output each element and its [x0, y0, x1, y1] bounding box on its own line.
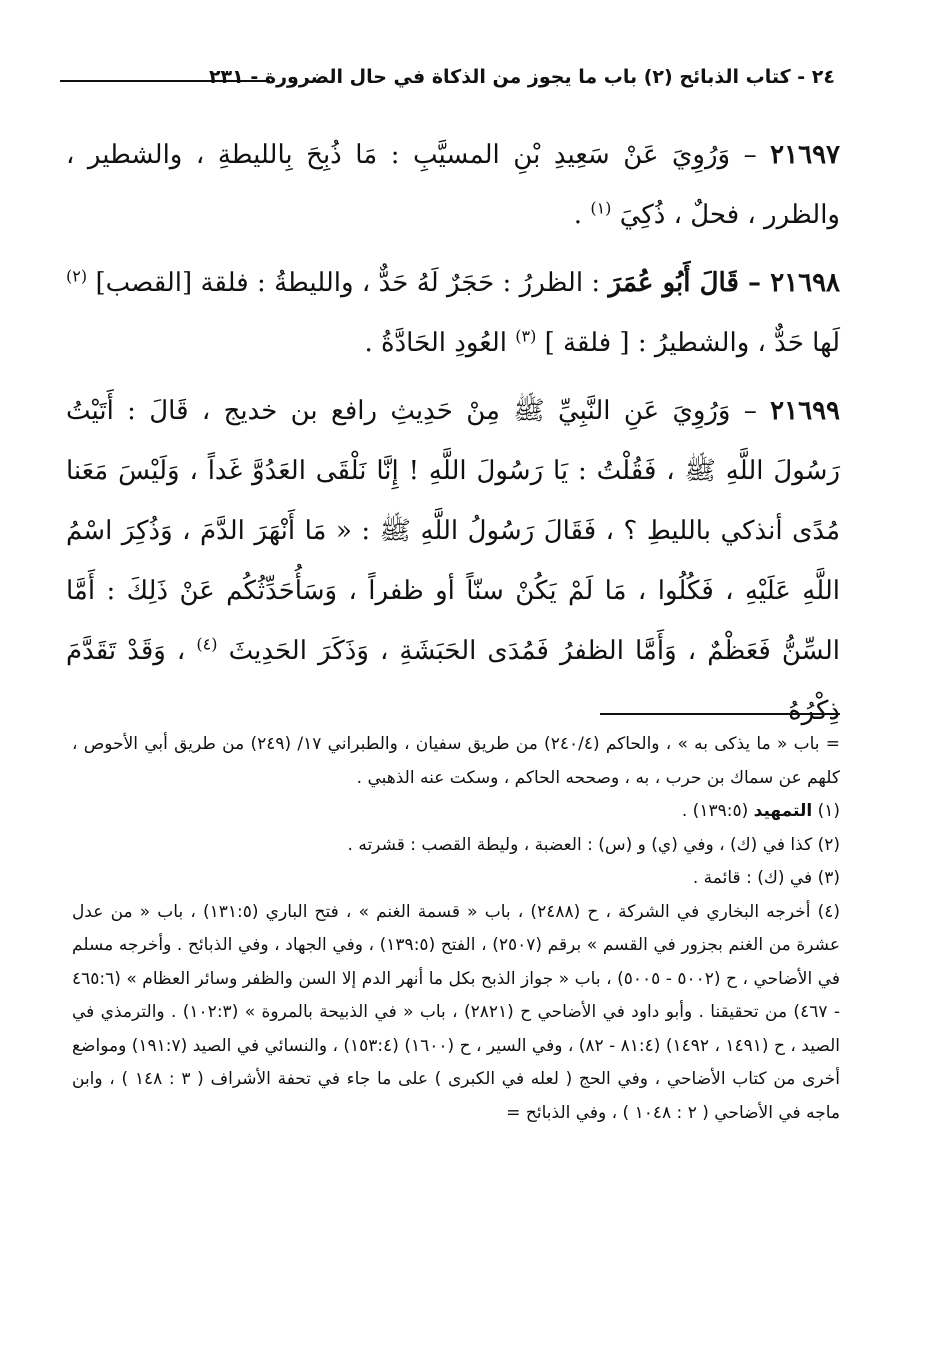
footnote-label: (٤) — [817, 901, 841, 922]
paragraph-21699 — [66, 381, 840, 741]
footnote-ref: (٤) — [196, 634, 218, 654]
footnote-text: كذا في (ك) ، وفي (ي) و (س) : العضبة ، وليطة القصب : قشرته . — [347, 834, 818, 855]
paragraph-tail: . — [573, 200, 591, 230]
footnote-1 — [72, 795, 840, 829]
footnote-4 — [72, 896, 840, 1131]
running-header — [60, 62, 835, 96]
footnote-label: (١) — [817, 801, 840, 821]
footnote-continuation: = باب « ما يذكى به » ، والحاكم (٢٤٠/٤) من طريق سفيان ، والطبراني ١٧/ (٢٤٩) من طريق أبي الأحوص ، كلهم عن سماك بن حرب ، به ، وصححه الحاكم ، وسكت عنه الذهبي . — [72, 734, 840, 788]
footnote-text: في (ك) : قائمة . — [692, 868, 818, 888]
speaker: – قَالَ أَبُو عُمَرَ — [608, 268, 771, 298]
footnote-2 — [72, 829, 840, 863]
footnote-label: (٣) — [817, 868, 840, 888]
paragraph-number: ٢١٦٩٨ — [770, 268, 841, 298]
paragraph-tail: ، وَقَدْ تَقَدَّمَ ذِكْرُهُ — [66, 636, 840, 726]
header-rule — [60, 80, 270, 82]
paragraph-number: ٢١٦٩٧ — [770, 140, 840, 170]
paragraph-text: – وَرُوِيَ عَنِ النَّبِيِّ ﷺ مِنْ حَدِيثِ رافع بن خديج ، قَالَ : أَتَيْتُ رَسُولَ اللَّهِ ﷺ ، فَقُلْتُ : يَا رَسُولَ اللَّهِ ! إِنَّا نَلْقَى العَدُوَّ غَداً ، وَلَيْسَ مَعَنا مُدًى أنذكي بالليطِ ؟ ، فَقَالَ رَسُولُ اللَّهِ ﷺ : « مَا أَنْهَرَ الدَّمَ ، وَذُكِرَ اسْمُ اللَّهِ عَلَيْهِ ، فَكُلُوا ، مَا لَمْ يَكُنْ سنّاً أو ظفراً ، وَسَأُحَدِّثُكُم عَنْ ذَلِكَ : أَمَّا السِّنُّ فَعَظْمٌ ، وَأَمَّا الظفرُ فَمُدَى الحَبَشَةِ ، وَذَكَرَ الحَدِيثَ — [66, 396, 841, 666]
paragraph-21697 — [66, 125, 840, 245]
footnote-text: أخرجه البخاري في الشركة ، ح (٢٤٨٨) ، باب « قسمة الغنم » ، فتح الباري (١٣١:٥) ، باب « من عدل عشرة من الغنم بجزور في القسم » برقم (٢٥٠٧) ، الفتح (١٣٩:٥) ، وفي الجهاد ، وفي الذبائح . وأخرجه مسلم في الأضاحي ، ح (٥٠٠٢ - ٥٠٠٥) ، باب « جواز الذبح بكل ما أنهر الدم إلا السن والظفر وسائر العظام » (٤٦٥:٦ - ٤٦٧) من تحقيقنا . وأبو داود في الأضاحي ح (٢٨٢١) ، باب « في الذبيحة بالمروة » (١٠٢:٣) . والترمذي في الصيد ، ح (١٤٩١ ، ١٤٩٢) (٨١:٤ - ٨٢) ، وفي السير ، ح (١٦٠٠) (١٥٣:٤) ، والنسائي في الصيد (١٩١:٧) ومواضع أخرى من كتاب الأضاحي ، وفي الحج ( لعله في الكبرى ) على ما جاء في تحفة الأشراف ( ٣ : ١٤٨ ) ، وابن ماجه في الأضاحي ( ٢ : ١٠٤٨ ) ، وفي الذبائح = — [72, 901, 841, 1123]
paragraph-text: – وَرُوِيَ عَنْ سَعِيدِ بْنِ المسيَّبِ : مَا ذُبِحَ بِالليطةِ ، والشطير ، والظرر ، فحلٌ ، ذُكِيَ — [66, 140, 840, 230]
paragraph-tail: العُودِ الحَادَّةُ . — [364, 328, 516, 358]
paragraph-text: : الظررُ : حَجَرٌ لَهُ حَدٌّ ، والليطةُ : فلقة [القصب] — [95, 268, 609, 298]
header-title: ٢٤ - كتاب الذبائح (٢) باب ما يجوز من الذكاة في حال الضرورة - ٢٣١ — [208, 66, 835, 88]
paragraph-text-2: لَها حَدٌّ ، والشطيرُ : [ فلقة ] — [544, 328, 840, 358]
footnotes — [72, 728, 840, 1130]
footnote-separator — [600, 713, 840, 715]
footnote-label: (٢) — [817, 834, 840, 855]
paragraph-21698 — [66, 253, 840, 373]
footnote-source: التمهيد — [753, 801, 813, 821]
footnote-ref: (٢) — [66, 266, 88, 286]
footnote-3 — [72, 862, 840, 896]
paragraph-number: ٢١٦٩٩ — [770, 396, 840, 426]
footnote-text: (١٣٩:٥) . — [681, 801, 754, 821]
main-text — [66, 125, 840, 749]
footnote-ref: (١) — [590, 198, 612, 218]
footnote-ref: (٣) — [515, 326, 537, 346]
